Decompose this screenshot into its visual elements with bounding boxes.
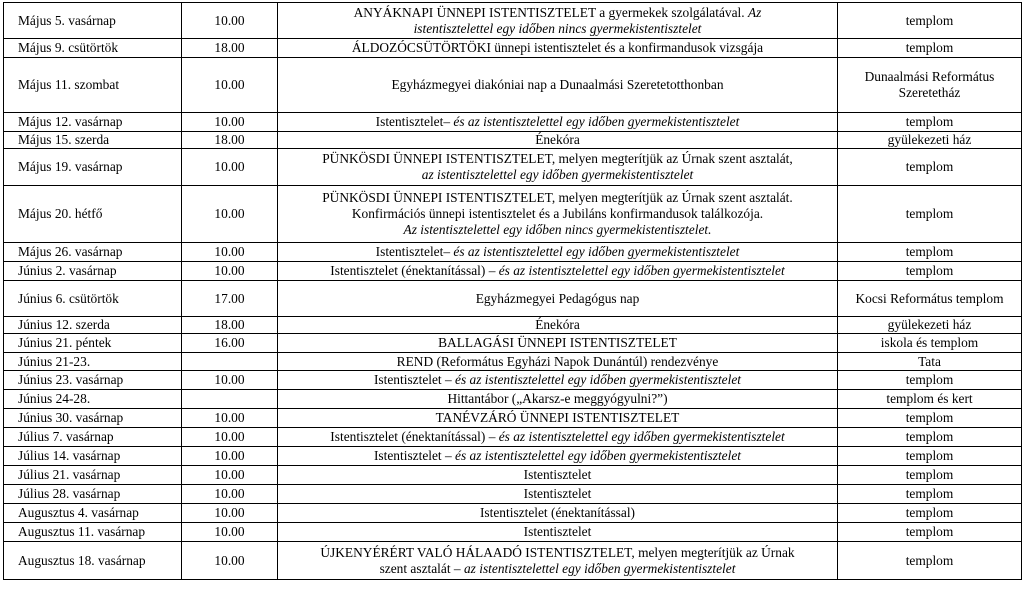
table-row (4, 334, 1022, 353)
cell-time (182, 353, 278, 371)
table-row (4, 113, 1022, 132)
cell-time: 10.00 (182, 262, 278, 281)
cell-date: Június 12. szerda (4, 317, 182, 334)
event-line (281, 263, 834, 279)
cell-place: templom (838, 523, 1022, 542)
event-text-italic: az istentisztelettel egy időben gyermekistentisztelet (421, 167, 694, 182)
cell-time: 17.00 (182, 281, 278, 317)
cell-place: gyülekezeti ház (838, 317, 1022, 334)
event-line (281, 167, 834, 183)
event-text-italic: és az istentisztelettel egy időben gyermekistentisztelet (455, 448, 742, 463)
cell-time: 10.00 (182, 466, 278, 485)
cell-place: templom (838, 39, 1022, 58)
event-text: Egyházmegyei Pedagógus nap (475, 290, 640, 306)
event-line (281, 335, 834, 351)
table-row (4, 149, 1022, 186)
cell-event (278, 317, 838, 334)
event-line (281, 524, 834, 540)
table-row (4, 523, 1022, 542)
table-row (4, 132, 1022, 149)
event-text: Énekóra (535, 317, 580, 332)
table-row (4, 243, 1022, 262)
event-text-italic: – az istentisztelettel egy időben gyermekistentisztelet (453, 560, 736, 576)
cell-place: iskola és templom (838, 334, 1022, 353)
cell-place: Dunaalmási Református Szeretetház (838, 58, 1022, 113)
event-text-italic: és az istentisztelettel egy időben gyermekistentisztelet (453, 114, 740, 129)
cell-date: Július 14. vasárnap (4, 447, 182, 466)
cell-time: 10.00 (182, 371, 278, 390)
event-line (281, 114, 834, 130)
event-text: REND (Református Egyházi Napok Dunántúl) rendezvénye (396, 353, 719, 369)
event-line (281, 21, 834, 37)
cell-event (278, 58, 838, 113)
cell-date: Május 26. vasárnap (4, 243, 182, 262)
table-row (4, 485, 1022, 504)
event-line (281, 206, 834, 222)
table-row (4, 281, 1022, 317)
cell-event (278, 262, 838, 281)
cell-place: Tata (838, 353, 1022, 371)
event-text: ANYÁKNAPI ÜNNEPI ISTENTISZTELET a gyermekek szolgálatával. (353, 4, 748, 20)
cell-date: Május 11. szombat (4, 58, 182, 113)
event-line (281, 429, 834, 445)
event-text: Istentisztelet – (373, 372, 456, 387)
event-text: szent asztalát (379, 560, 454, 576)
event-text: BALLAGÁSI ÜNNEPI ISTENTISZTELET (438, 335, 677, 350)
event-text-italic: Az istentisztelettel egy időben nincs gyermekistentisztelet. (403, 222, 712, 237)
table-row (4, 262, 1022, 281)
cell-event (278, 39, 838, 58)
event-line (281, 77, 834, 93)
cell-date: Május 9. csütörtök (4, 39, 182, 58)
cell-time: 10.00 (182, 523, 278, 542)
cell-event (278, 353, 838, 371)
event-text: Istentisztelet (énektanítással) – (330, 429, 499, 444)
event-line (281, 291, 834, 307)
cell-time: 10.00 (182, 243, 278, 262)
event-text-italic: és az istentisztelettel egy időben gyermekistentisztelet (498, 429, 785, 444)
table-row (4, 58, 1022, 113)
event-line (281, 448, 834, 464)
event-line (281, 391, 834, 407)
cell-event (278, 281, 838, 317)
cell-event (278, 504, 838, 523)
cell-date: Május 15. szerda (4, 132, 182, 149)
cell-time (182, 390, 278, 409)
table-row (4, 186, 1022, 243)
table-row (4, 390, 1022, 409)
cell-time: 10.00 (182, 3, 278, 39)
cell-time: 10.00 (182, 447, 278, 466)
cell-date: Június 21-23. (4, 353, 182, 371)
cell-time: 10.00 (182, 113, 278, 132)
cell-event (278, 132, 838, 149)
cell-place: templom (838, 542, 1022, 580)
cell-time: 10.00 (182, 58, 278, 113)
event-text-italic: és az istentisztelettel egy időben gyermekistentisztelet (455, 372, 742, 387)
cell-time: 16.00 (182, 334, 278, 353)
table-row (4, 409, 1022, 428)
cell-place: Kocsi Református templom (838, 281, 1022, 317)
event-text: Istentisztelet (énektanítással) (479, 505, 636, 520)
cell-event (278, 334, 838, 353)
cell-place: templom (838, 243, 1022, 262)
event-line (281, 190, 834, 206)
table-row (4, 466, 1022, 485)
event-line (281, 40, 834, 56)
event-line (281, 467, 834, 483)
event-text-italic: istentisztelettel egy időben nincs gyermekistentisztelet (413, 20, 702, 36)
cell-place: templom (838, 3, 1022, 39)
event-text: ÚJKENYÉRÉRT VALÓ HÁLAADÓ ISTENTISZTELET, melyen megterítjük az Úrnak (320, 544, 795, 560)
event-line (281, 505, 834, 521)
table-row (4, 39, 1022, 58)
schedule-body (4, 3, 1022, 580)
event-text: Istentisztelet– (375, 114, 454, 129)
cell-place: templom (838, 428, 1022, 447)
cell-event (278, 409, 838, 428)
event-line (281, 5, 834, 21)
event-line (281, 354, 834, 370)
cell-date: Június 23. vasárnap (4, 371, 182, 390)
cell-date: Május 19. vasárnap (4, 149, 182, 186)
event-text: Istentisztelet – (373, 448, 456, 463)
cell-date: Június 21. péntek (4, 334, 182, 353)
cell-date: Augusztus 11. vasárnap (4, 523, 182, 542)
event-text: PÜNKÖSDI ÜNNEPI ISTENTISZTELET, melyen megterítjük az Úrnak szent asztalát, (322, 151, 793, 166)
event-text: Konfirmációs ünnepi istentisztelet és a Jubiláns konfirmandusok találkozója. (351, 206, 764, 221)
cell-event (278, 113, 838, 132)
event-text-italic: Az (747, 4, 762, 20)
event-text: Egyházmegyei diakóniai nap a Dunaalmási Szeretetotthonban (391, 77, 724, 92)
event-line (281, 132, 834, 148)
cell-date: Július 21. vasárnap (4, 466, 182, 485)
cell-event (278, 149, 838, 186)
event-line (281, 372, 834, 388)
cell-event (278, 428, 838, 447)
cell-event (278, 243, 838, 262)
cell-date: Június 6. csütörtök (4, 281, 182, 317)
cell-event (278, 485, 838, 504)
cell-time: 10.00 (182, 485, 278, 504)
cell-event (278, 3, 838, 39)
cell-time: 18.00 (182, 39, 278, 58)
table-row (4, 542, 1022, 580)
cell-date: Május 5. vasárnap (4, 3, 182, 39)
cell-time: 10.00 (182, 186, 278, 243)
event-text: Hittantábor („Akarsz-e meggyógyulni?”) (447, 391, 668, 406)
table-row (4, 3, 1022, 39)
cell-place: templom (838, 409, 1022, 428)
cell-place: templom (838, 371, 1022, 390)
cell-time: 18.00 (182, 132, 278, 149)
event-line (281, 561, 834, 577)
table-row (4, 428, 1022, 447)
table-row (4, 504, 1022, 523)
cell-date: Július 28. vasárnap (4, 485, 182, 504)
cell-place: templom (838, 149, 1022, 186)
cell-place: templom (838, 485, 1022, 504)
table-row (4, 353, 1022, 371)
cell-event (278, 390, 838, 409)
event-text-italic: és az istentisztelettel egy időben gyermekistentisztelet (453, 244, 740, 259)
cell-event (278, 466, 838, 485)
table-row (4, 371, 1022, 390)
event-line (281, 410, 834, 426)
event-text: Istentisztelet (523, 486, 592, 501)
cell-place: templom (838, 113, 1022, 132)
event-line (281, 222, 834, 238)
cell-event (278, 542, 838, 580)
event-text: TANÉVZÁRÓ ÜNNEPI ISTENTISZTELET (435, 410, 680, 425)
cell-place: templom és kert (838, 390, 1022, 409)
event-text-italic: – és az istentisztelettel egy időben gyermekistentisztelet (488, 263, 785, 278)
event-line (281, 545, 834, 561)
cell-date: Augusztus 18. vasárnap (4, 542, 182, 580)
event-line (281, 244, 834, 260)
cell-time: 10.00 (182, 409, 278, 428)
cell-event (278, 447, 838, 466)
cell-date: Augusztus 4. vasárnap (4, 504, 182, 523)
cell-time: 18.00 (182, 317, 278, 334)
cell-date: Július 7. vasárnap (4, 428, 182, 447)
cell-date: Június 30. vasárnap (4, 409, 182, 428)
cell-time: 10.00 (182, 504, 278, 523)
table-row (4, 317, 1022, 334)
event-text: Énekóra (535, 132, 580, 147)
cell-time: 10.00 (182, 542, 278, 580)
event-text: ÁLDOZÓCSÜTÖRTÖKI ünnepi istentisztelet és a konfirmandusok vizsgája (351, 40, 764, 55)
cell-event (278, 523, 838, 542)
event-text: Istentisztelet (523, 467, 592, 482)
cell-date: Június 2. vasárnap (4, 262, 182, 281)
cell-date: Június 24-28. (4, 390, 182, 409)
cell-place: templom (838, 504, 1022, 523)
cell-date: Május 20. hétfő (4, 186, 182, 243)
cell-date: Május 12. vasárnap (4, 113, 182, 132)
table-row (4, 447, 1022, 466)
schedule-table (3, 2, 1022, 580)
cell-place: templom (838, 186, 1022, 243)
cell-place: gyülekezeti ház (838, 132, 1022, 149)
cell-time: 10.00 (182, 428, 278, 447)
cell-place: templom (838, 466, 1022, 485)
event-line (281, 486, 834, 502)
event-line (281, 317, 834, 333)
cell-time: 10.00 (182, 149, 278, 186)
event-line (281, 151, 834, 167)
cell-place: templom (838, 262, 1022, 281)
cell-event (278, 186, 838, 243)
cell-event (278, 371, 838, 390)
event-text: Istentisztelet (523, 524, 592, 539)
event-text: PÜNKÖSDI ÜNNEPI ISTENTISZTELET, melyen megterítjük az Úrnak szent asztalát. (322, 190, 793, 205)
event-text: Istentisztelet (énektanítással) (330, 263, 489, 278)
event-text: Istentisztelet– (375, 244, 454, 259)
cell-place: templom (838, 447, 1022, 466)
